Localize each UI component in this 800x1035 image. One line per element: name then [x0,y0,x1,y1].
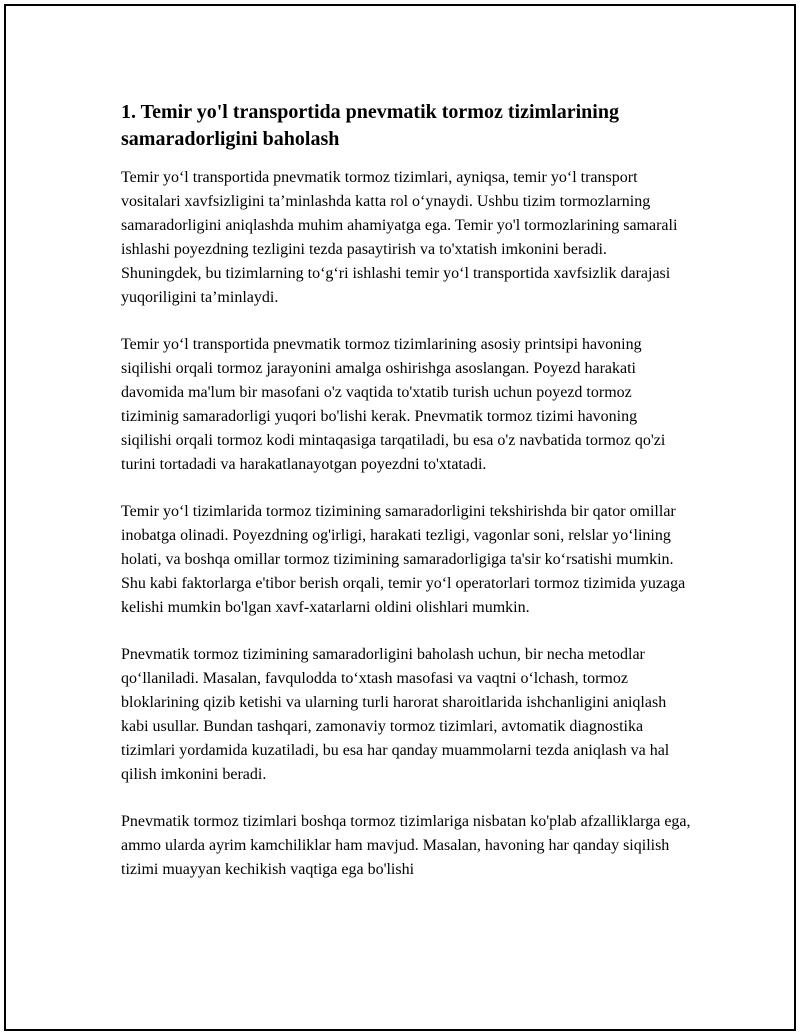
document-body [121,99,691,905]
document-page [4,4,796,1031]
paragraph-5: Pnevmatik tormoz tizimlari boshqa tormoz tizimlariga nisbatan ko'plab afzalliklarga ega, ammo ularda ayrim kamchiliklar ham mavjud. Masalan, havoning har qanday siqilish tizimi muayyan kechikish vaqtiga ega bo'lishi [121,813,691,878]
paragraph-4: Pnevmatik tormoz tizimining samaradorligini baholash uchun, bir necha metodlar qo‘llaniladi. Masalan, favqulodda to‘xtash masofasi va vaqtni o‘lchash, tormoz bloklarining qizib ketishi va ularning turli harorat sharoitlarida ishchanligini aniqlash kabi usullar. Bundan tashqari, zamonaviy tormoz tizimlari, avtomatik diagnostika tizimlari yordamida kuzatiladi, bu esa har qanday muammolarni tezda aniqlash va hal qilish imkonini beradi. [121,646,670,783]
paragraph-2: Temir yo‘l transportida pnevmatik tormoz tizimlarining asosiy printsipi havoning siqilishi orqali tormoz jarayonini amalga oshirishga asoslangan. Poyezd harakati davomida ma'lum bir masofani o'z vaqtida to'xtatib turish uchun poyezd tormoz tiziminig samaradorligi yuqori bo'lishi kerak. Pnevmatik tormoz tizimi havoning siqilishi orqali tormoz kodi mintaqasiga tarqatiladi, bu esa o'z navbatida tormoz qo'zi turini tortadadi va harakatlanayotgan poyezdni to'xtatadi. [121,336,666,473]
paragraph-3: Temir yo‘l tizimlarida tormoz tizimining samaradorligini tekshirishda bir qator omillar inobatga olinadi. Poyezdning og'irligi, harakati tezligi, vagonlar soni, relslar yo‘lining holati, va boshqa omillar tormoz tizimining samaradorligiga ta'sir ko‘rsatishi mumkin. Shu kabi faktorlarga e'tibor berish orqali, temir yo‘l operatorlari tormoz tizimida yuzaga kelishi mumkin bo'lgan xavf-xatarlarni oldini olishlari mumkin. [121,503,686,616]
paragraph-1: Temir yo‘l transportida pnevmatik tormoz tizimlari, ayniqsa, temir yo‘l transport vositalari xavfsizligini ta’minlashda katta rol o‘ynaydi. Ushbu tizim tormozlarning samaradorligini aniqlashda muhim ahamiyatga ega. Temir yo'l tormozlarining samarali ishlashi poyezdning tezligini tezda pasaytirish va to'xtatish imkonini beradi. Shuningdek, bu tizimlarning to‘g‘ri ishlashi temir yo‘l transportida xavfsizlik darajasi yuqoriligini ta’minlaydi. [121,169,678,306]
section-heading: 1. Temir yo'l transportida pnevmatik tormoz tizimlarining samaradorligini baholash [121,101,619,150]
